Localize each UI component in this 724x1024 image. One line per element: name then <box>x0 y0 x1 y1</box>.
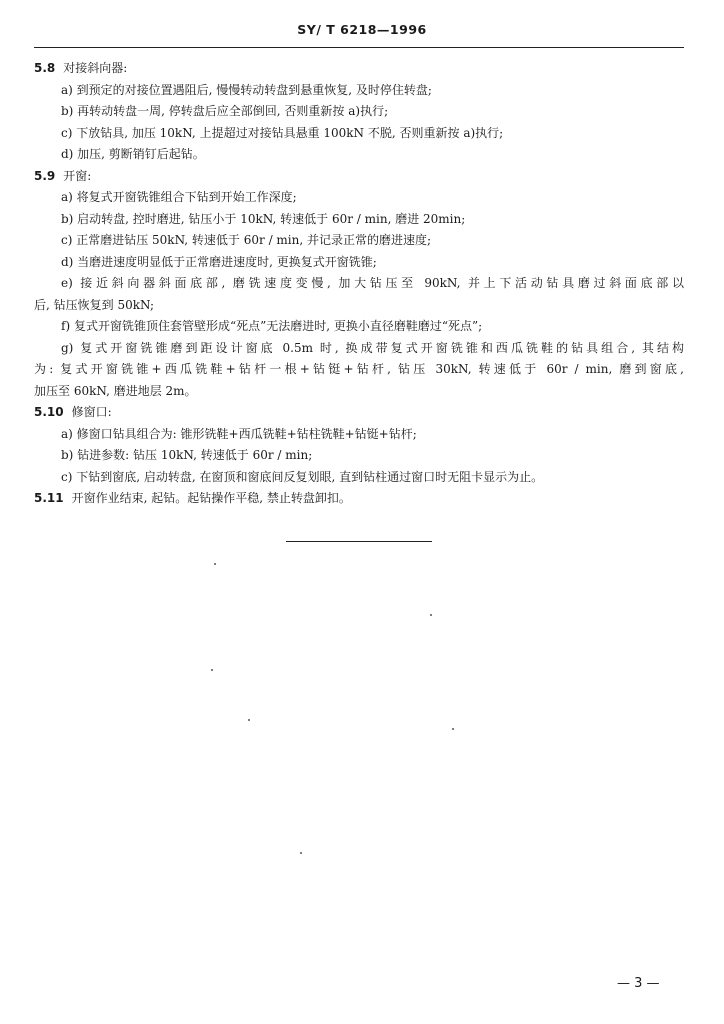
scan-speck <box>430 614 432 616</box>
section-5-9-item-f: f) 复式开窗铣锥顶住套管壁形成“死点”无法磨进时, 更换小直径磨鞋磨过“死点”; <box>61 319 483 333</box>
section-5-10-heading <box>34 402 684 424</box>
section-number: 5.11 <box>34 491 64 505</box>
section-number: 5.9 <box>34 168 56 183</box>
section-5-9-item-c: c) 正常磨进钻压 50kN, 转速低于 60r / min, 并记录正常的磨进速度; <box>61 233 432 247</box>
scan-speck <box>452 728 454 730</box>
section-5-10-item-a: a) 修窗口钻具组合为: 锥形铣鞋+西瓜铣鞋+钻柱铣鞋+钻铤+钻杆; <box>61 426 417 441</box>
section-number: 5.8 <box>34 61 56 75</box>
section-5-8-item-d: d) 加压, 剪断销钉后起钻。 <box>61 147 205 161</box>
section-5-9-item-d: d) 当磨进速度明显低于正常磨进速度时, 更换复式开窗铣锥; <box>61 254 377 269</box>
scan-speck <box>211 669 213 671</box>
section-5-9-item-b: b) 启动转盘, 控时磨进, 钻压小于 10kN, 转速低于 60r / min, 磨进 20min; <box>61 211 466 226</box>
section-5-9-heading <box>34 166 684 188</box>
section-5-10-item-c: c) 下钻到窗底, 启动转盘, 在窗顶和窗底间反复划眼, 直到钻柱通过窗口时无阻卡显示为止。 <box>61 469 544 484</box>
section-5-9-item-g-line3: 加压至 60kN, 磨进地层 2m。 <box>34 383 197 398</box>
scan-speck <box>300 852 302 854</box>
section-5-9-item-a: a) 将复式开窗铣锥组合下钻到开始工作深度; <box>61 190 297 204</box>
section-5-9-item-g-line2: 为: 复式开窗铣锥+西瓜铣鞋+钻杆一根+钻铤+钻杆, 钻压 30kN, 转速低于 60r / min, 磨到窗底, <box>34 362 684 376</box>
section-5-10-item-b: b) 钻进参数: 钻压 10kN, 转速低于 60r / min; <box>61 448 313 462</box>
section-5-8-item-a: a) 到预定的对接位置遇阻后, 慢慢转动转盘到悬重恢复, 及时停住转盘; <box>61 82 432 97</box>
scan-speck <box>214 563 216 565</box>
section-5-9-item-g-line1: g) 复式开窗铣锥磨到距设计窗底 0.5m 时, 换成带复式开窗铣锥和西瓜铣鞋的钻具组合, 其结构 <box>61 340 684 355</box>
scan-speck <box>248 719 250 721</box>
section-5-9-item-e-line1: e) 接近斜向器斜面底部, 磨铣速度变慢, 加大钻压至 90kN, 并上下活动钻具磨过斜面底部以 <box>61 276 684 290</box>
section-title: 修窗口: <box>71 405 112 419</box>
section-title: 对接斜向器: <box>63 61 128 75</box>
section-number: 5.10 <box>34 405 64 419</box>
standard-code-header: SY/ T 6218—1996 <box>297 22 427 37</box>
section-5-8-heading <box>34 58 684 80</box>
section-title: 开窗: <box>63 168 92 183</box>
section-5-8-item-b: b) 再转动转盘一周, 停转盘后应全部倒回, 否则重新按 a)执行; <box>61 104 389 118</box>
page-number: — 3 — <box>617 976 660 991</box>
end-of-text-rule <box>286 541 432 542</box>
section-5-8-item-c: c) 下放钻具, 加压 10kN, 上提超过对接钻具悬重 100kN 不脱, 否则重新按 a)执行; <box>61 125 504 140</box>
header-rule <box>34 47 684 48</box>
document-body <box>34 58 684 510</box>
section-5-11-paragraph <box>34 488 684 510</box>
section-5-9-item-e-line2: 后, 钻压恢复到 50kN; <box>34 297 155 312</box>
section-text: 开窗作业结束, 起钻。起钻操作平稳, 禁止转盘卸扣。 <box>71 491 351 505</box>
